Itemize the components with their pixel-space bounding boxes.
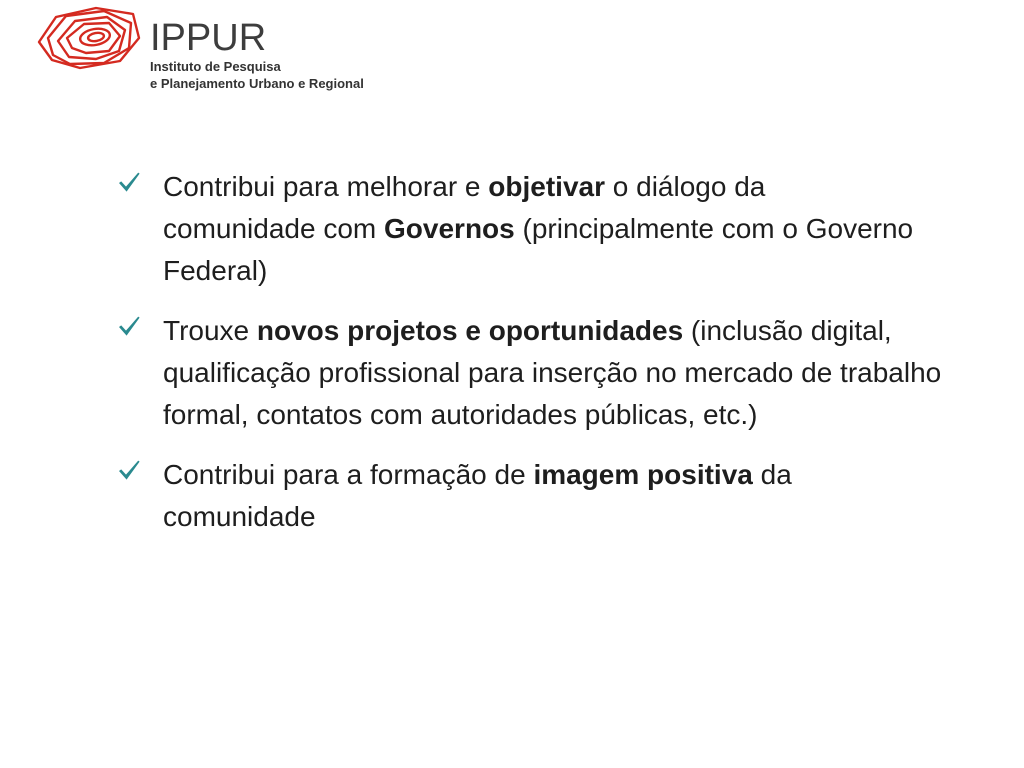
bullet-line bbox=[163, 208, 941, 250]
bullet-list bbox=[163, 166, 941, 556]
logo-acronym: IPPUR bbox=[150, 17, 267, 59]
text-segment: formal, contatos com autoridades públicas, etc.) bbox=[163, 399, 758, 430]
emphasis-text: objetivar bbox=[488, 171, 605, 202]
bullet-item bbox=[163, 166, 941, 292]
checkmark-icon bbox=[118, 316, 140, 336]
bullet-line bbox=[163, 454, 941, 496]
text-segment: Contribui para melhorar e bbox=[163, 171, 489, 202]
checkmark-icon bbox=[118, 460, 140, 480]
ippur-logo-mark-icon bbox=[36, 5, 142, 73]
text-segment: da bbox=[752, 459, 792, 490]
emphasis-text: imagem positiva bbox=[533, 459, 753, 490]
checkmark-icon bbox=[118, 172, 140, 192]
text-segment: (principalmente com o Governo bbox=[514, 213, 914, 244]
text-segment: qualificação profissional para inserção no mercado de trabalho bbox=[163, 357, 942, 388]
bullet-item bbox=[163, 310, 941, 436]
bullet-item bbox=[163, 454, 941, 538]
bullet-line bbox=[163, 166, 941, 208]
bullet-line bbox=[163, 496, 941, 538]
text-segment: comunidade com bbox=[163, 213, 385, 244]
text-segment: Trouxe bbox=[163, 315, 257, 346]
logo-subtitle-line1: Instituto de Pesquisa bbox=[150, 59, 281, 74]
bullet-line bbox=[163, 394, 941, 436]
text-segment: (inclusão digital, bbox=[683, 315, 892, 346]
emphasis-text: novos projetos e oportunidades bbox=[256, 315, 684, 346]
bullet-line bbox=[163, 250, 941, 292]
emphasis-text: Governos bbox=[384, 213, 515, 244]
bullet-line bbox=[163, 352, 941, 394]
text-segment: Federal) bbox=[163, 255, 268, 286]
text-segment: comunidade bbox=[163, 501, 316, 532]
logo-subtitle-line2: e Planejamento Urbano e Regional bbox=[150, 76, 364, 91]
text-segment: Contribui para a formação de bbox=[163, 459, 534, 490]
text-segment: o diálogo da bbox=[604, 171, 766, 202]
bullet-line bbox=[163, 310, 941, 352]
